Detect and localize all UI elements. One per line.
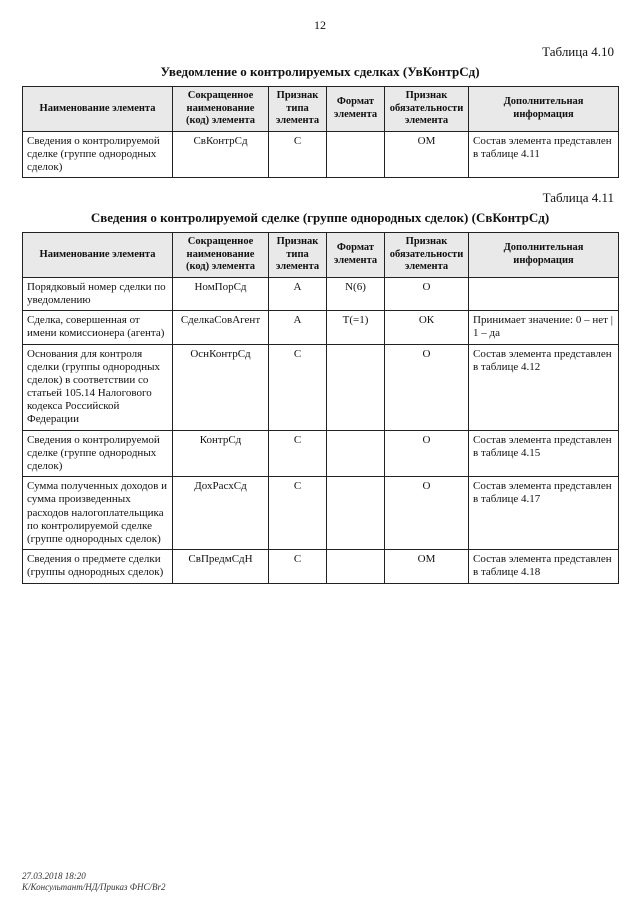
table-cell: Порядковый номер сделки по уведомлению: [23, 277, 173, 310]
column-header: Наименование элемента: [23, 233, 173, 278]
print-stamp: [22, 871, 165, 894]
table-cell: Принимает значение: 0 – нет | 1 – да: [469, 311, 619, 344]
column-header: Признак обязательности элемента: [385, 233, 469, 278]
table-row: [23, 311, 619, 344]
table-cell: Состав элемента представлен в таблице 4.11: [469, 131, 619, 178]
table-cell: [327, 430, 385, 477]
table-row: [23, 477, 619, 550]
table-row: [23, 277, 619, 310]
table-cell: [327, 477, 385, 550]
table-cell: Сведения о контролируемой сделке (группе однородных сделок): [23, 430, 173, 477]
table-row: [23, 430, 619, 477]
table-cell: T(=1): [327, 311, 385, 344]
table-cell: О: [385, 430, 469, 477]
table-cell: [327, 344, 385, 430]
page-number: 12: [314, 18, 326, 32]
table-cell: С: [269, 550, 327, 583]
table-cell: А: [269, 311, 327, 344]
table-cell: КонтрСд: [173, 430, 269, 477]
table-cell: [327, 131, 385, 178]
table-cell: НомПорСд: [173, 277, 269, 310]
table-cell: С: [269, 430, 327, 477]
table-cell: О: [385, 277, 469, 310]
stamp-date: 27.03.2018 18:20: [22, 870, 86, 881]
column-header: Признак типа элемента: [269, 87, 327, 132]
table-header-row: [23, 87, 619, 132]
table-cell: СделкаСовАгент: [173, 311, 269, 344]
table-cell: Сделка, совершенная от имени комиссионера (агента): [23, 311, 173, 344]
table-cell: ОМ: [385, 131, 469, 178]
table-4-10-caption: Таблица 4.10: [542, 44, 614, 59]
table-4-10: [22, 86, 619, 178]
table-cell: Сведения о предмете сделки (группы однородных сделок): [23, 550, 173, 583]
table-row: [23, 344, 619, 430]
table-cell: Сумма полученных доходов и сумма произведенных расходов налогоплательщика по контролируемой сделке (группе однородных сделок): [23, 477, 173, 550]
table-cell: ОМ: [385, 550, 469, 583]
table-4-11-title: Сведения о контролируемой сделке (группе однородных сделок) (СвКонтрСд): [90, 210, 550, 225]
table-cell: ДохРасхСд: [173, 477, 269, 550]
table-cell: А: [269, 277, 327, 310]
table-cell: СвПредмСдН: [173, 550, 269, 583]
table-cell: [469, 277, 619, 310]
table-4-11: [22, 232, 619, 584]
table-cell: Сведения о контролируемой сделке (группе однородных сделок): [23, 131, 173, 178]
table-4-10-title: Уведомление о контролируемых сделках (УвКонтрСд): [160, 64, 480, 79]
table-cell: Состав элемента представлен в таблице 4.17: [469, 477, 619, 550]
table-cell: С: [269, 131, 327, 178]
column-header: Дополнительная информация: [469, 87, 619, 132]
table-cell: ОснКонтрСд: [173, 344, 269, 430]
table-cell: [327, 550, 385, 583]
table-cell: О: [385, 344, 469, 430]
table-row: [23, 550, 619, 583]
table-cell: Состав элемента представлен в таблице 4.18: [469, 550, 619, 583]
table-cell: С: [269, 344, 327, 430]
stamp-source: К/Консультант/НД/Приказ ФНС/Br2: [22, 881, 166, 892]
table-row: [23, 131, 619, 178]
table-cell: СвКонтрСд: [173, 131, 269, 178]
table-4-11-caption: Таблица 4.11: [542, 190, 614, 205]
column-header: Формат элемента: [327, 87, 385, 132]
table-cell: Основания для контроля сделки (группы однородных сделок) в соответствии со статьей 105.14 Налогового кодекса Российской Федерации: [23, 344, 173, 430]
column-header: Признак обязательности элемента: [385, 87, 469, 132]
column-header: Наименование элемента: [23, 87, 173, 132]
table-cell: N(6): [327, 277, 385, 310]
table-cell: ОК: [385, 311, 469, 344]
column-header: Формат элемента: [327, 233, 385, 278]
table-cell: О: [385, 477, 469, 550]
table-cell: Состав элемента представлен в таблице 4.12: [469, 344, 619, 430]
table-header-row: [23, 233, 619, 278]
column-header: Признак типа элемента: [269, 233, 327, 278]
table-cell: С: [269, 477, 327, 550]
column-header: Сокращенное наименование (код) элемента: [173, 233, 269, 278]
column-header: Дополнительная информация: [469, 233, 619, 278]
table-cell: Состав элемента представлен в таблице 4.15: [469, 430, 619, 477]
column-header: Сокращенное наименование (код) элемента: [173, 87, 269, 132]
